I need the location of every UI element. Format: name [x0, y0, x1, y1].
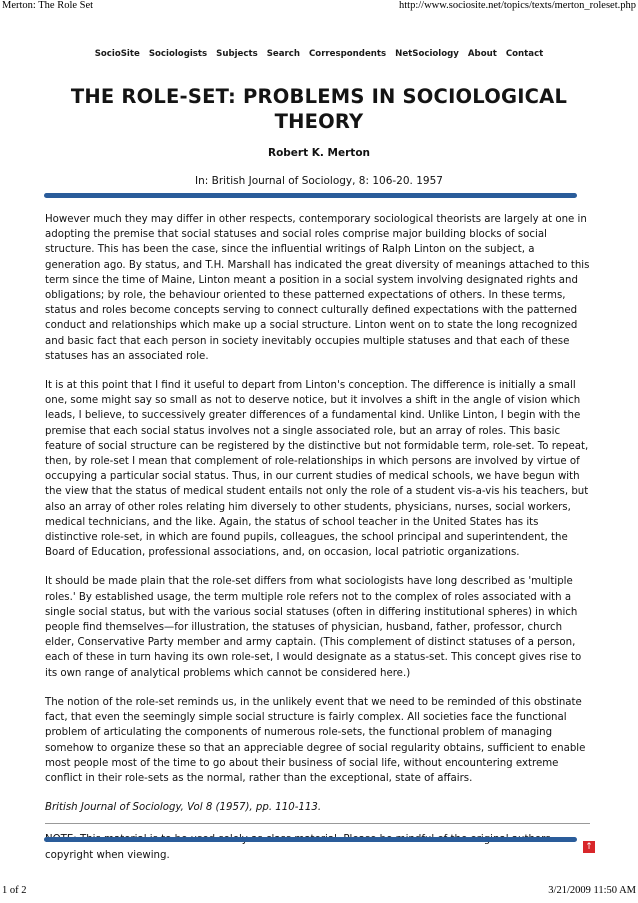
print-header-url: http://www.sociosite.net/topics/texts/merton_roleset.php: [399, 0, 636, 11]
article-reference: British Journal of Sociology, Vol 8 (1957), pp. 110-113.: [45, 802, 322, 814]
paragraph-2: It is at this point that I find it useful to depart from Linton's conception. The difference is initially a small one, some might say so small as not to deserve notice, but it involves a shift in the angle of vision which leads, I believe, to successively greater differences of a fundamental kind. Unlike Linton, I begin with the premise that each social status involves not a single associated role, but an array of roles. This basic feature of social structure can be registered by the distinctive but not formidable term, role-set. To repeat, then, by role-set I mean that complement of role-relationships in which persons are involved by virtue of occupying a particular social status. Thus, in our current studies of medical schools, we have begun with the view that the status of medical student entails not only the role of a student vis-a-vis his teachers, but also an array of other roles relating him diversely to other students, physicians, nurses, social workers, medical technicians, and the like. Again, the status of school teacher in the United States has its distinctive role-set, in which are found pupils, colleagues, the school principal and superintendent, the Board of Education, professional associations, and, on occasion, local patriotic organizations.: [45, 380, 589, 559]
note-separator: [45, 823, 590, 824]
print-page-count: 1 of 2: [2, 885, 27, 896]
nav-link-subjects[interactable]: Subjects: [216, 49, 258, 59]
top-divider: [44, 193, 577, 198]
paragraph-3: It should be made plain that the role-set differs from what sociologists have long described as 'multiple roles.' By established usage, the term multiple role refers not to the complex of roles associated with a single social status, but with the various social statuses (often in differing institutional spheres) in which people find themselves—for illustration, the statuses of physician, husband, father, professor, church elder, Conservative Party member and army captain. (This complement of distinct statuses of a person, each of these in turn having its own role-set, I would designate as a status-set. This concept gives rise to its own range of analytical problems which cannot be considered here.): [45, 576, 582, 679]
paragraph-4: The notion of the role-set reminds us, in the unlikely event that we need to be reminded of this obstinate fact, that even the seemingly simple social structure is fairly complex. All societies face the functional problem of articulating the components of numerous role-sets, the functional problem of managing somehow to organize these so that an appreciable degree of social regularity obtains, sufficient to enable most people most of the time to go about their business of social life, without encountering extreme conflict in their role-sets as the normal, rather than the exceptional, state of affairs.: [45, 696, 586, 784]
nav-link-netsociology[interactable]: NetSociology: [395, 49, 459, 59]
nav-link-sociologists[interactable]: Sociologists: [148, 49, 208, 59]
arrow-up-icon: ↑: [585, 842, 593, 852]
nav-link-about[interactable]: About: [467, 49, 497, 59]
back-to-top-button[interactable]: [583, 841, 595, 853]
paragraph-1: However much they may differ in other respects, contemporary sociological theorists are largely at one in adopting the premise that social statuses and social roles comprise major building blocks of social structure. This has been the case, since the influential writings of Ralph Linton on the subject, a generation ago. By status, and T.H. Marshall has indicated the great diversity of meanings attached to this term since the time of Maine, Linton meant a position in a social system involving designated rights and obligations; by role, the behaviour oriented to these patterned expectations of others. In these terms, status and roles become concepts serving to connect culturally defined expectations with the patterned conduct and relationships which make up a social structure. Linton went on to state the long recognized and basic fact that each person in society inevitably occupies multiple statuses and that each of these statuses has an associated role.: [45, 214, 590, 362]
article-author: Robert K. Merton: [267, 147, 371, 159]
nav-link-search[interactable]: Search: [266, 49, 300, 59]
nav-link-contact[interactable]: Contact: [505, 49, 544, 59]
print-header: [0, 0, 638, 14]
bottom-divider: [44, 837, 577, 842]
print-header-title: Merton: The Role Set: [2, 0, 94, 11]
nav-link-sociosite[interactable]: SocioSite: [94, 49, 140, 59]
article-title: THE ROLE-SET: PROBLEMS IN SOCIOLOGICAL THEORY: [70, 85, 568, 133]
article-citation: In: British Journal of Sociology, 8: 106-20. 1957: [195, 175, 443, 187]
site-nav: [0, 49, 638, 59]
nav-link-correspondents[interactable]: Correspondents: [308, 49, 387, 59]
article-body: [45, 212, 593, 877]
print-footer: [0, 885, 638, 899]
copyright-note: copyright when viewing.: [45, 849, 170, 861]
print-timestamp: 3/21/2009 11:50 AM: [548, 885, 636, 896]
